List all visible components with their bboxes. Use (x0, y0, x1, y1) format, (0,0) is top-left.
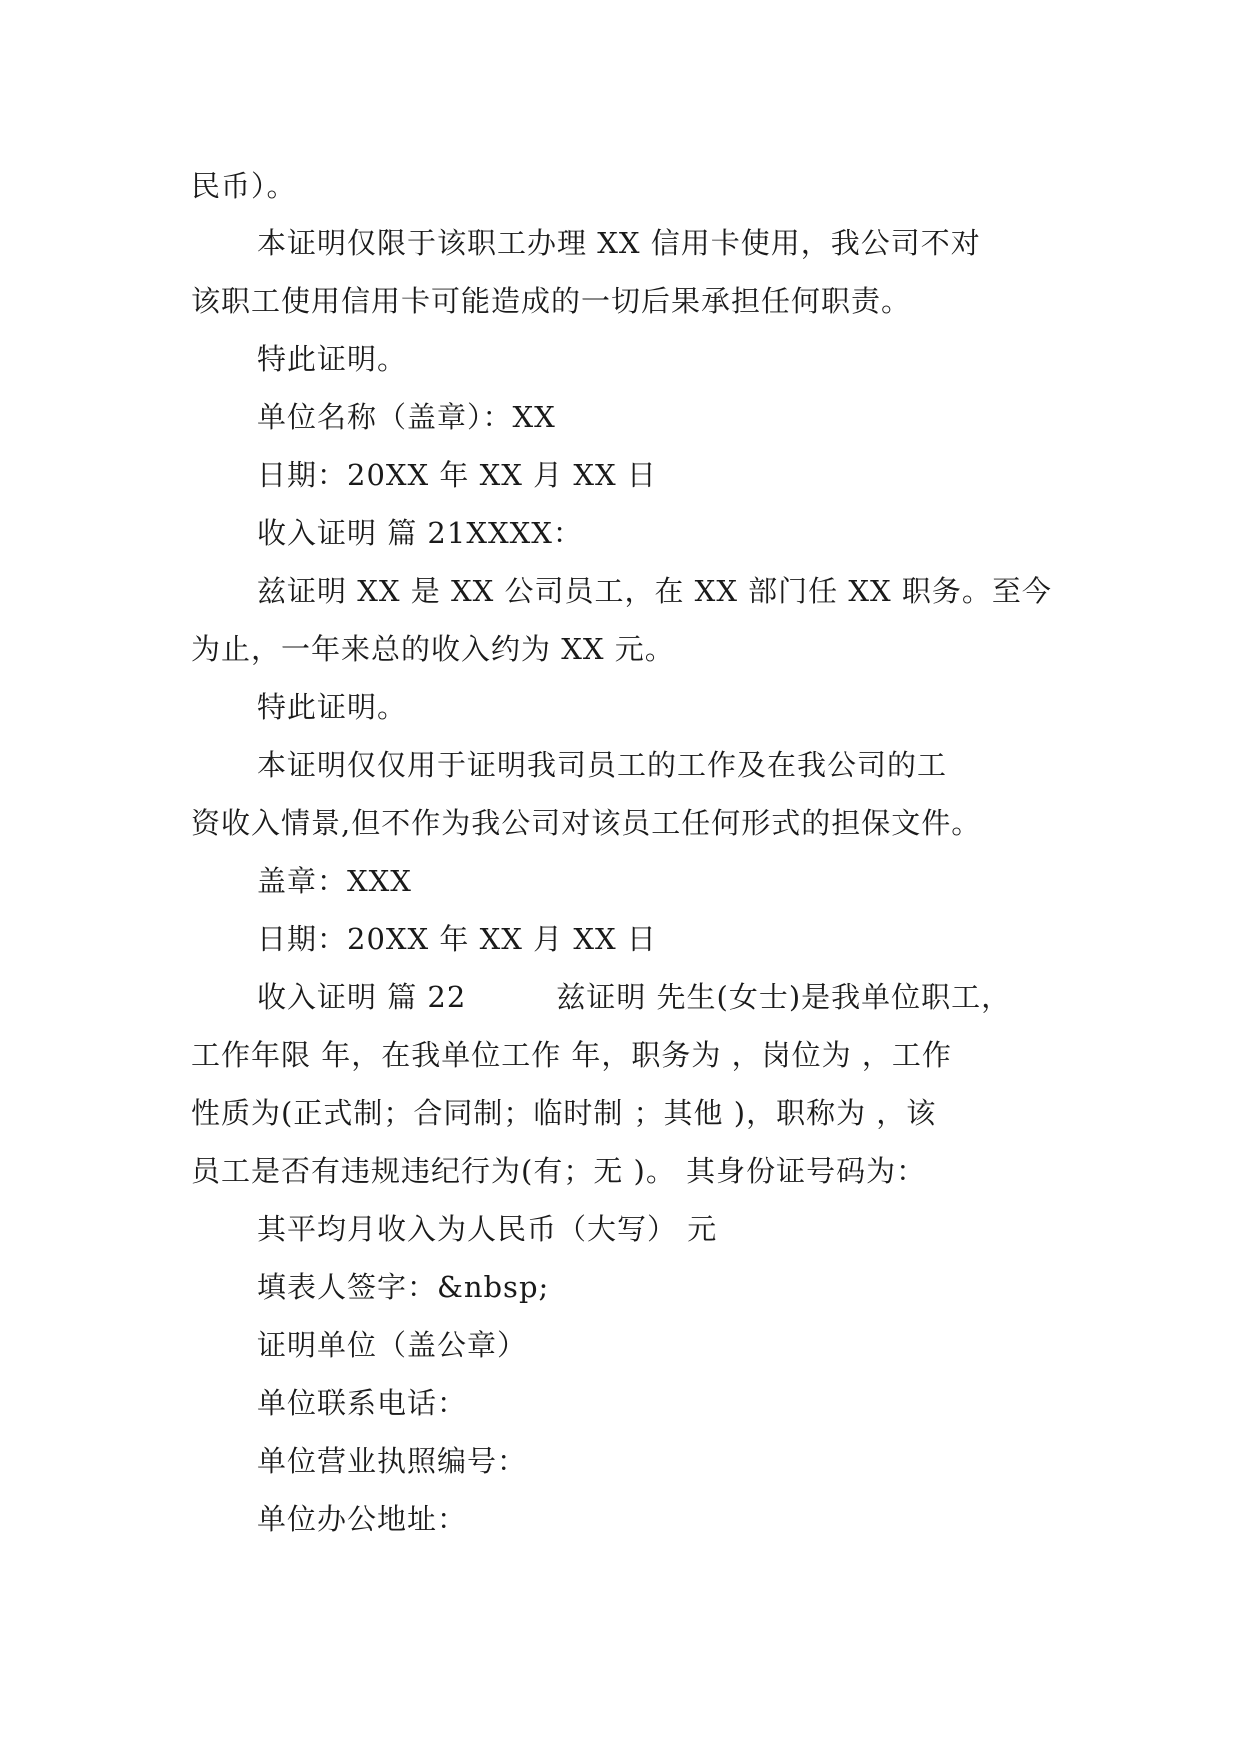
text-line-5: 单位名称（盖章）：XX (257, 400, 556, 434)
text-line-7: 收入证明 篇 21XXXX： (257, 516, 583, 550)
text-line-17: 性质为(正式制；合同制；临时制 ；其他 )，职称为 ，该 (191, 1096, 937, 1130)
text-line-4: 特此证明。 (257, 342, 408, 376)
text-line-14: 日期：20XX 年 XX 月 XX 日 (257, 922, 657, 956)
text-line-13: 盖章：XXX (257, 864, 412, 898)
text-line-6: 日期：20XX 年 XX 月 XX 日 (257, 458, 657, 492)
text-line-9: 为止，一年来总的收入约为 XX 元。 (191, 632, 675, 666)
text-line-1: 民币）。 (191, 169, 297, 203)
text-line-20: 填表人签字：&nbsp; (257, 1270, 550, 1304)
text-line-19: 其平均月收入为人民币（大写） 元 (257, 1212, 718, 1246)
text-line-2: 本证明仅限于该职工办理 XX 信用卡使用，我公司不对 (257, 226, 981, 260)
text-line-21: 证明单位（盖公章） (257, 1328, 528, 1362)
text-line-18: 员工是否有违规违纪行为(有；无 )。 其身份证号码为： (191, 1154, 927, 1188)
text-line-12: 资收入情景,但不作为我公司对该员工任何形式的担保文件。 (191, 806, 982, 840)
text-line-22: 单位联系电话： (257, 1386, 468, 1420)
text-line-16: 工作年限 年，在我单位工作 年，职务为 ，岗位为 ，工作 (191, 1038, 952, 1072)
text-line-23: 单位营业执照编号： (257, 1444, 528, 1478)
text-line-11: 本证明仅仅用于证明我司员工的工作及在我公司的工 (257, 748, 948, 782)
text-line-10: 特此证明。 (257, 690, 408, 724)
text-line-8: 兹证明 XX 是 XX 公司员工，在 XX 部门任 XX 职务。至今 (257, 574, 1052, 608)
text-line-15: 收入证明 篇 22 兹证明 先生(女士)是我单位职工， (257, 980, 1012, 1014)
text-line-3: 该职工使用信用卡可能造成的一切后果承担任何职责。 (191, 284, 912, 318)
text-line-24: 单位办公地址： (257, 1502, 468, 1536)
